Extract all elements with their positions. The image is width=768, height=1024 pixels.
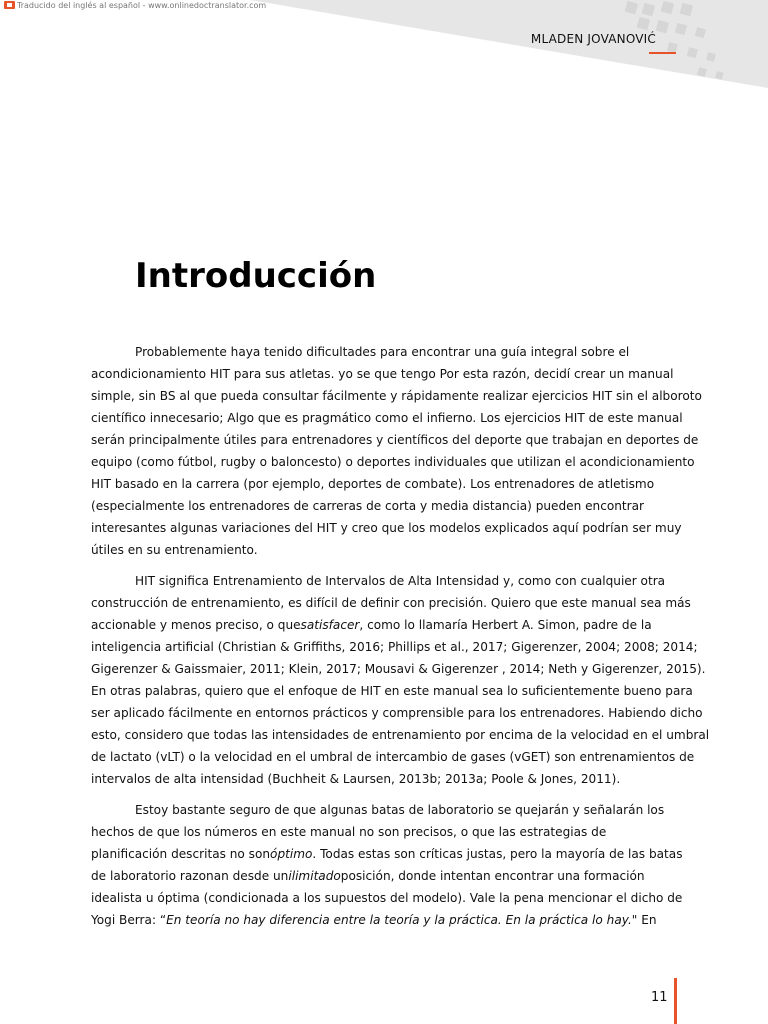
text-segment: de laboratorio razonan desde un [91,869,289,883]
text-line: acondicionamiento HIT para sus atletas. yo se que tengo Por esta razón, decidí crear un manual [91,367,674,381]
text-segment: Yogi Berra: “ [91,913,167,927]
header-decoration [0,0,768,110]
text-line: ser aplicado fácilmente en entornos prácticos y comprensible para los entrenadores. Habiendo dicho [91,706,703,720]
text-line: En otras palabras, quiero que el enfoque de HIT en este manual sea lo suficientemente bueno para [91,684,693,698]
text-line: hechos de que los números en este manual no son precisos, o que las estrategias de [91,825,607,839]
text-line [91,614,681,636]
text-segment: accionable y menos preciso, o que [91,618,301,632]
paragraph-1 [91,341,702,561]
text-segment: , como lo llamaría Herbert A. Simon, padre de la [359,618,652,632]
text-segment: . Todas estas son críticas justas, pero la mayoría de las batas [312,847,683,861]
italic-term: óptimo [270,847,313,861]
body-text [91,341,710,940]
author-underline [649,52,676,54]
text-line [91,843,681,865]
text-segment: planificación descritas no son [91,847,271,861]
text-line: científico innecesario; Algo que es pragmático como el infierno. Los ejercicios HIT de este manual [91,411,683,425]
text-line [91,909,681,931]
paragraph-2 [91,570,710,790]
author-name: MLADEN JOVANOVIĆ [530,32,656,46]
text-line: equipo (como fútbol, rugby o baloncesto) o deportes individuales que utilizan el acondicionamiento [91,455,695,469]
text-line: construcción de entrenamiento, es difícil de definir con precisión. Quiero que este manual sea más [91,596,691,610]
text-line: (especialmente los entrenadores de carreras de corta y media distancia) pueden encontrar [91,499,645,513]
text-line: HIT basado en la carrera (por ejemplo, deportes de combate). Los entrenadores de atletismo [91,477,655,491]
text-line: Gigerenzer & Gaissmaier, 2011; Klein, 2017; Mousavi & Gigerenzer , 2014; Neth y Gigerenzer, 2015). [91,662,706,676]
text-line: idealista u óptima (condicionada a los supuestos del modelo). Vale la pena mencionar el dicho de [91,891,683,905]
text-segment: posición, donde intentan encontrar una formación [340,869,645,883]
text-line: útiles en su entrenamiento. [91,543,258,557]
page-number-bar [674,978,677,1024]
text-line: HIT significa Entrenamiento de Intervalos de Alta Intensidad y, como con cualquier otra [135,574,666,588]
text-line: intervalos de alta intensidad (Buchheit & Laursen, 2013b; 2013a; Poole & Jones, 2011). [91,772,621,786]
text-line: inteligencia artificial (Christian & Griffiths, 2016; Phillips et al., 2017; Gigerenzer, 2004; 2008; 2014; [91,640,698,654]
text-line: de lactato (vLT) o la velocidad en el umbral de intercambio de gases (vGET) son entrenamientos de [91,750,695,764]
italic-term: satisfacer [300,618,360,632]
text-segment: " En [631,913,657,927]
chapter-title: Introducción [135,256,377,296]
text-line: esto, considero que todas las intensidades de entrenamiento por encima de la velocidad en el umbral [91,728,710,742]
italic-term: ilimitado [288,869,341,883]
text-line: simple, sin BS al que pueda consultar fácilmente y rápidamente realizar ejercicios HIT sin el alboroto [91,389,702,403]
page-number: 11 [651,990,668,1005]
text-line [91,865,681,887]
translation-banner-text: Traducido del inglés al español - www.onlinedoctranslator.com [17,0,267,10]
text-line: serán principalmente útiles para entrenadores y científicos del deporte que trabajan en deportes de [91,433,699,447]
text-line: Probablemente haya tenido dificultades para encontrar una guía integral sobre el [135,345,630,359]
text-line: interesantes algunas variaciones del HIT y creo que los modelos explicados aquí podrían ser muy [91,521,682,535]
text-line: Estoy bastante seguro de que algunas batas de laboratorio se quejarán y señalarán los [135,803,665,817]
italic-quote: En teoría no hay diferencia entre la teoría y la práctica. En la práctica lo hay. [166,913,632,927]
paragraph-3 [91,799,681,931]
